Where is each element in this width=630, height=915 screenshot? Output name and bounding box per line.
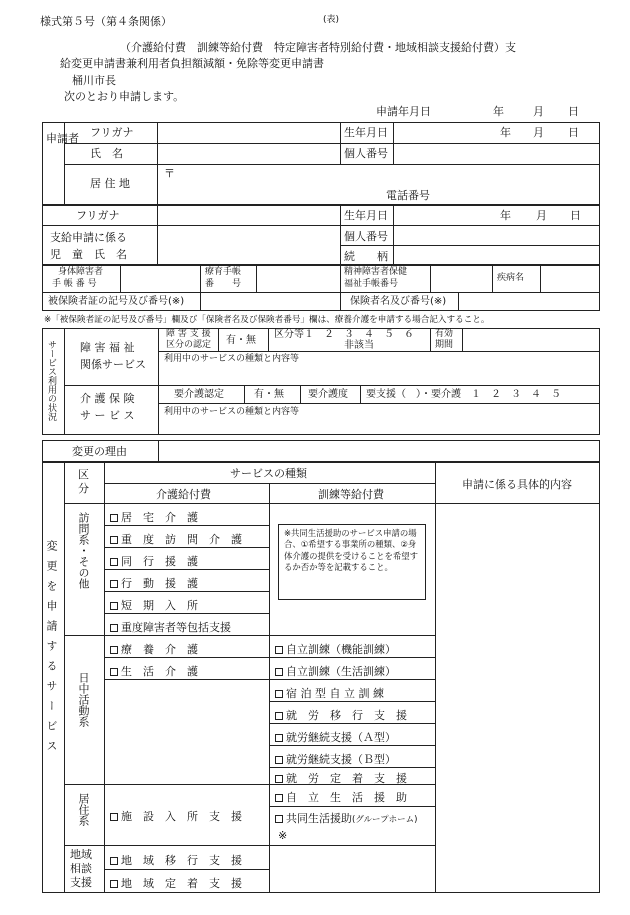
checkbox-icon[interactable] <box>110 580 118 588</box>
addressee: 桶川市長 <box>72 74 116 87</box>
child-birthdate-label: 生年月日 <box>344 209 388 222</box>
care-cert-yes-no: 有・無 <box>254 389 284 400</box>
not-applicable-option: 非該当 <box>344 340 374 351</box>
checkbox-icon[interactable] <box>110 514 118 522</box>
service-employment-transition[interactable]: 就 労 移 行 支 援 <box>275 707 431 723</box>
applicant-birth-year: 年 <box>500 126 511 139</box>
service-residential-training[interactable]: 宿 泊 型 自 立 訓 練 <box>275 685 431 701</box>
date-year: 年 <box>493 105 504 118</box>
services-side-label: 変更を申請するサービス <box>45 540 58 760</box>
applicant-address-label: 居 住 地 <box>90 177 130 190</box>
training-benefits-header: 訓練等給付費 <box>318 488 384 501</box>
service-independent-living[interactable]: 自 立 生 活 援 助 <box>275 789 431 805</box>
checkbox-icon[interactable] <box>110 624 118 632</box>
checkbox-icon[interactable] <box>110 558 118 566</box>
child-label-line1: 支給申請に係る <box>50 231 127 244</box>
insured-cert-label: 被保険者証の記号及び番号(※) <box>48 296 185 307</box>
support-cert-label-2: 区分の認定 <box>166 340 212 350</box>
checkbox-icon[interactable] <box>275 734 283 742</box>
service-facility-admission[interactable]: 施 設 入 所 支 援 <box>110 808 262 824</box>
checkbox-icon[interactable] <box>275 815 283 823</box>
checkbox-icon[interactable] <box>275 794 283 802</box>
group-home-asterisk: ※ <box>278 829 288 842</box>
service-behavior-support[interactable]: 行 動 援 護 <box>110 575 262 591</box>
visiting-category-label: 訪問系・その他 <box>77 512 90 589</box>
date-day: 日 <box>568 105 579 118</box>
valid-period-label-2: 期間 <box>435 340 454 350</box>
form-number: 様式第５号（第４条関係） <box>40 15 172 28</box>
checkbox-icon[interactable] <box>275 775 283 783</box>
form-title-line2: 給変更申請書兼利用者負担額減額・免除等変更申請書 <box>60 57 324 70</box>
welfare-in-use-label: 利用中のサービスの種類と内容等 <box>164 354 300 364</box>
mental-handbook-label-2: 福祉手帳番号 <box>344 279 399 289</box>
checkbox-icon[interactable] <box>275 712 283 720</box>
applicant-birth-day: 日 <box>568 126 579 139</box>
intro-text: 次のとおり申請します。 <box>64 90 185 103</box>
child-furigana-label: フリガナ <box>76 209 120 222</box>
checkbox-icon[interactable] <box>110 813 118 821</box>
applicant-section-label: 申請者 <box>46 132 79 145</box>
postal-mark: 〒 <box>164 167 175 180</box>
child-birth-day: 日 <box>570 209 581 222</box>
checkbox-icon[interactable] <box>275 646 283 654</box>
service-life-training[interactable]: 自立訓練（生活訓練） <box>275 663 431 679</box>
care-level-label: 要介護度 <box>308 389 348 400</box>
disability-handbook-label-2: 手 帳 番 号 <box>52 279 97 289</box>
change-reason-label: 変更の理由 <box>72 445 127 458</box>
service-short-stay[interactable]: 短 期 入 所 <box>110 597 262 613</box>
child-birth-year: 年 <box>500 209 511 222</box>
child-birth-month: 月 <box>536 209 547 222</box>
daytime-category-label: 日中活動系 <box>77 672 90 727</box>
child-relationship-label: 続 柄 <box>344 250 388 263</box>
service-severe-visiting-care[interactable]: 重 度 訪 問 介 護 <box>110 531 262 547</box>
insurance-note: ※「被保険者証の記号及び番号」欄及び「保険者名及び保険者番号」欄は、療養介護を申請する場合記入すること。 <box>44 315 490 325</box>
care-cert-label: 要介護認定 <box>174 389 224 400</box>
applicant-personal-number-label: 個人番号 <box>344 147 388 160</box>
insurer-name-label: 保険者名及び番号(※) <box>350 296 447 307</box>
applicant-furigana-label: フリガナ <box>90 126 134 139</box>
checkbox-icon[interactable] <box>275 668 283 676</box>
care-insurance-label-1: 介 護 保 険 <box>80 392 135 405</box>
care-insurance-label-2: サ ー ビ ス <box>80 409 135 422</box>
valid-period-label-1: 有効 <box>435 329 454 339</box>
welfare-service-label-1: 障 害 福 祉 <box>80 341 135 354</box>
category-header: 区分 <box>78 468 89 495</box>
rehab-handbook-label-1: 療育手帳 <box>205 267 242 277</box>
rehab-handbook-label-2: 番 号 <box>205 279 242 289</box>
disability-handbook-label-1: 身体障害者 <box>58 267 104 277</box>
welfare-service-label-2: 関係サービス <box>80 358 146 371</box>
service-functional-training[interactable]: 自立訓練（機能訓練） <box>275 641 431 657</box>
service-group-home[interactable]: 共同生活援助(グループホーム) <box>275 810 431 826</box>
service-community-transition[interactable]: 地 域 移 行 支 援 <box>110 852 262 868</box>
checkbox-icon[interactable] <box>110 646 118 654</box>
application-date-label: 申請年月日 <box>376 105 431 118</box>
applicant-phone-label: 電話番号 <box>386 189 430 202</box>
service-comprehensive-support[interactable]: 重度障害者等包括支援 <box>110 619 268 635</box>
care-level-options: 要支援（ ）・要介護 １ ２ ３ ４ ５ <box>366 389 561 400</box>
checkbox-icon[interactable] <box>275 756 283 764</box>
service-employment-b[interactable]: 就労継続支援（Ｂ型） <box>275 751 431 767</box>
service-life-care[interactable]: 生 活 介 護 <box>110 663 262 679</box>
checkbox-icon[interactable] <box>110 880 118 888</box>
page-side-label: (表) <box>323 15 340 25</box>
form-title-line1: （介護給付費 訓練等給付費 特定障害者特別給付費・地域相談支援給付費）支 <box>120 41 516 54</box>
date-month: 月 <box>533 105 544 118</box>
child-personal-number-label: 個人番号 <box>344 230 388 243</box>
checkbox-icon[interactable] <box>110 668 118 676</box>
checkbox-icon[interactable] <box>110 857 118 865</box>
service-home-care[interactable]: 居 宅 介 護 <box>110 509 262 525</box>
support-cert-yes-no: 有・無 <box>226 335 256 346</box>
group-home-note: ※共同生活援助のサービス申請の場合、①希望する事業所の種類、②身体介護の提供を受けることを希望するか否か等を記載すること。 <box>284 528 418 573</box>
checkbox-icon[interactable] <box>275 690 283 698</box>
applicant-birthdate-label: 生年月日 <box>344 126 388 139</box>
residential-category-label: 居住系 <box>77 793 90 826</box>
mental-handbook-label-1: 精神障害者保健 <box>344 267 408 277</box>
checkbox-icon[interactable] <box>110 536 118 544</box>
community-category-label: 地域相談支援 <box>70 848 92 889</box>
care-in-use-label: 利用中のサービスの種類と内容等 <box>164 407 300 417</box>
checkbox-icon[interactable] <box>110 602 118 610</box>
service-status-side-label: サービス利用の状況 <box>46 340 56 421</box>
applicant-name-label: 氏 名 <box>90 147 123 160</box>
applicant-birth-month: 月 <box>533 126 544 139</box>
care-benefits-header: 介護給付費 <box>156 488 211 501</box>
service-employment-retention[interactable]: 就 労 定 着 支 援 <box>275 770 431 786</box>
service-accompanying-support[interactable]: 同 行 援 護 <box>110 553 262 569</box>
support-class-options: 区分等１ ２ ３ ４ ５ ６ <box>274 329 414 340</box>
service-community-settlement[interactable]: 地 域 定 着 支 援 <box>110 875 262 891</box>
service-types-header: サービスの種類 <box>230 467 307 480</box>
service-medical-care[interactable]: 療 養 介 護 <box>110 641 262 657</box>
support-cert-label-1: 障 害 支 援 <box>166 329 211 339</box>
service-employment-a[interactable]: 就労継続支援（Ａ型） <box>275 729 431 745</box>
details-header: 申請に係る具体的内容 <box>462 478 572 491</box>
group-home-suffix: (グループホーム) <box>352 815 418 825</box>
disease-name-label: 疾病名 <box>497 273 525 283</box>
child-label-line2: 児 童 氏 名 <box>50 248 127 261</box>
